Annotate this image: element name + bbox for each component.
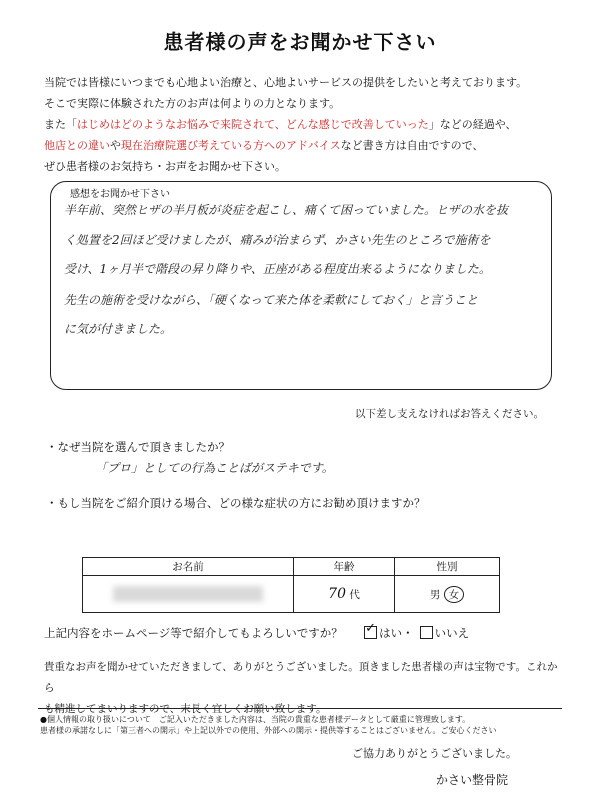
no-checkbox[interactable] [420,626,433,639]
privacy-notice [40,714,564,736]
consent-row [44,625,469,641]
no-label: いいえ [434,626,470,640]
name-cell [83,576,294,613]
gender-male: 男 [429,588,441,601]
patient-info-table [82,557,500,613]
name-header: お名前 [83,558,294,576]
intro-text-part: 」などの経過や、 [428,118,517,131]
handwritten-line: 先生の施術を受けながら、「硬くなって来た体を柔軟にしておく」と言うこと [64,293,479,307]
consent-separator: ・ [402,626,414,640]
clinic-name: かさい整骨院 [436,773,509,787]
handwritten-line: 半年前、突然ヒザの半月板が炎症を起こし、痛くて困っていました。ヒザの水を抜 [64,203,509,217]
age-value: 70 [328,586,346,602]
question-recommend: ・もし当院をご紹介頂ける場合、どの様な症状の方にお勧め頂けますか？ [46,496,426,510]
intro-line: 当院では皆様にいつまでも心地よい治療と、心地よいサービスの提供をしたいと考えております。 [44,76,528,89]
intro-highlight: はじめはどのようなお悩みで来院されて、どんな感じで改善していった [77,118,429,131]
thanks-line: 貴重なお声を聞かせていただきまして、ありがとうございました。頂きました患者様の声は宝物です。これから [44,661,558,694]
gender-header: 性別 [395,558,500,576]
divider [38,708,562,709]
thanks-text [44,657,564,720]
yes-checkbox[interactable] [364,626,377,639]
question-why-chosen: ・なぜ当院を選んで頂きましたか？ [46,440,230,454]
closing-message: ご協力ありがとうございました。 [352,747,517,760]
consent-question: 上記内容をホームページ等で紹介してもよろしいですか？ [44,626,343,640]
handwritten-line: く処置を2回ほど受けましたが、痛みが治まらず、かさい先生のところで施術を [64,233,491,247]
intro-text [44,72,564,177]
handwritten-line: 受け、1ヶ月半で階段の昇り降りや、正座がある程度出来るようになりました。 [64,262,491,276]
page-title: 患者様の声をお聞かせ下さい [163,30,437,54]
gender-cell [395,576,500,613]
gender-female-circled: 女 [444,586,465,603]
yes-label: はい [379,626,403,640]
intro-highlight: 他店との違い [44,139,110,152]
privacy-line: ●個人情報の取り扱いについて ご記入いただきました内容は、当院の貴重な患者様データとして厳重に管理致します。 [40,715,471,724]
privacy-line: 患者様の承諾なしに「第三者への開示」や上記以外での使用、外部への開示・提供等することはございません。ご安心ください [40,726,497,735]
voice-label: 感想をお聞かせ下さい [70,189,170,200]
intro-line [44,114,564,135]
intro-line [44,135,564,156]
handwritten-line: に気が付きました。 [64,322,173,336]
optional-note: 以下差し支えなければお答えください。 [355,408,544,420]
age-header: 年齢 [294,558,395,576]
intro-line: ぜひ患者様のお気持ち・お声をお聞かせ下さい。 [44,160,286,173]
intro-text-part: など書き方は自由ですので、 [340,139,484,152]
intro-highlight: 現在治療院選び考えている方へのアドバイス [121,139,341,152]
intro-text-part: また「 [44,118,77,131]
intro-line: そこで実際に体験された方のお声は何よりの力となります。 [44,97,341,110]
age-unit: 代 [349,589,360,601]
answer-why-chosen: 「プロ」としての行為ことばがステキです。 [95,461,334,475]
thanks-line: も精進してまいりますので、末長く宜しくお願い致します。 [44,703,327,715]
redacted-name [113,586,263,602]
intro-text-part: や [110,139,121,152]
age-cell [294,576,395,613]
